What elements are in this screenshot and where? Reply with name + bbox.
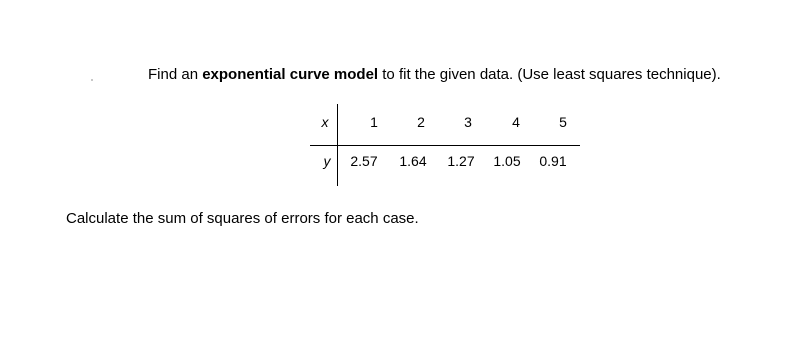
y-value-cell: 0.91: [539, 153, 567, 169]
y-value-cell: 1.64: [399, 153, 427, 169]
x-value-cell: 2: [417, 114, 425, 130]
x-value-cell: 5: [559, 114, 567, 130]
x-value-cell: 3: [464, 114, 472, 130]
table-horizontal-rule: [310, 145, 580, 146]
y-value-cell: 1.05: [493, 153, 521, 169]
followup-instruction: Calculate the sum of squares of errors for each case.: [66, 210, 419, 227]
y-value-cell: 2.57: [350, 153, 378, 169]
problem-prefix: Find an: [148, 66, 203, 83]
problem-bold-term: exponential curve model: [202, 66, 379, 83]
y-row-label: y: [323, 153, 331, 169]
x-value-cell: 4: [512, 114, 520, 130]
x-row-label: x: [321, 114, 329, 130]
y-value-cell: 1.27: [447, 153, 475, 169]
x-value-cell: 1: [370, 114, 378, 130]
problem-suffix: to fit the given data. (Use least squares technique).: [378, 66, 721, 83]
